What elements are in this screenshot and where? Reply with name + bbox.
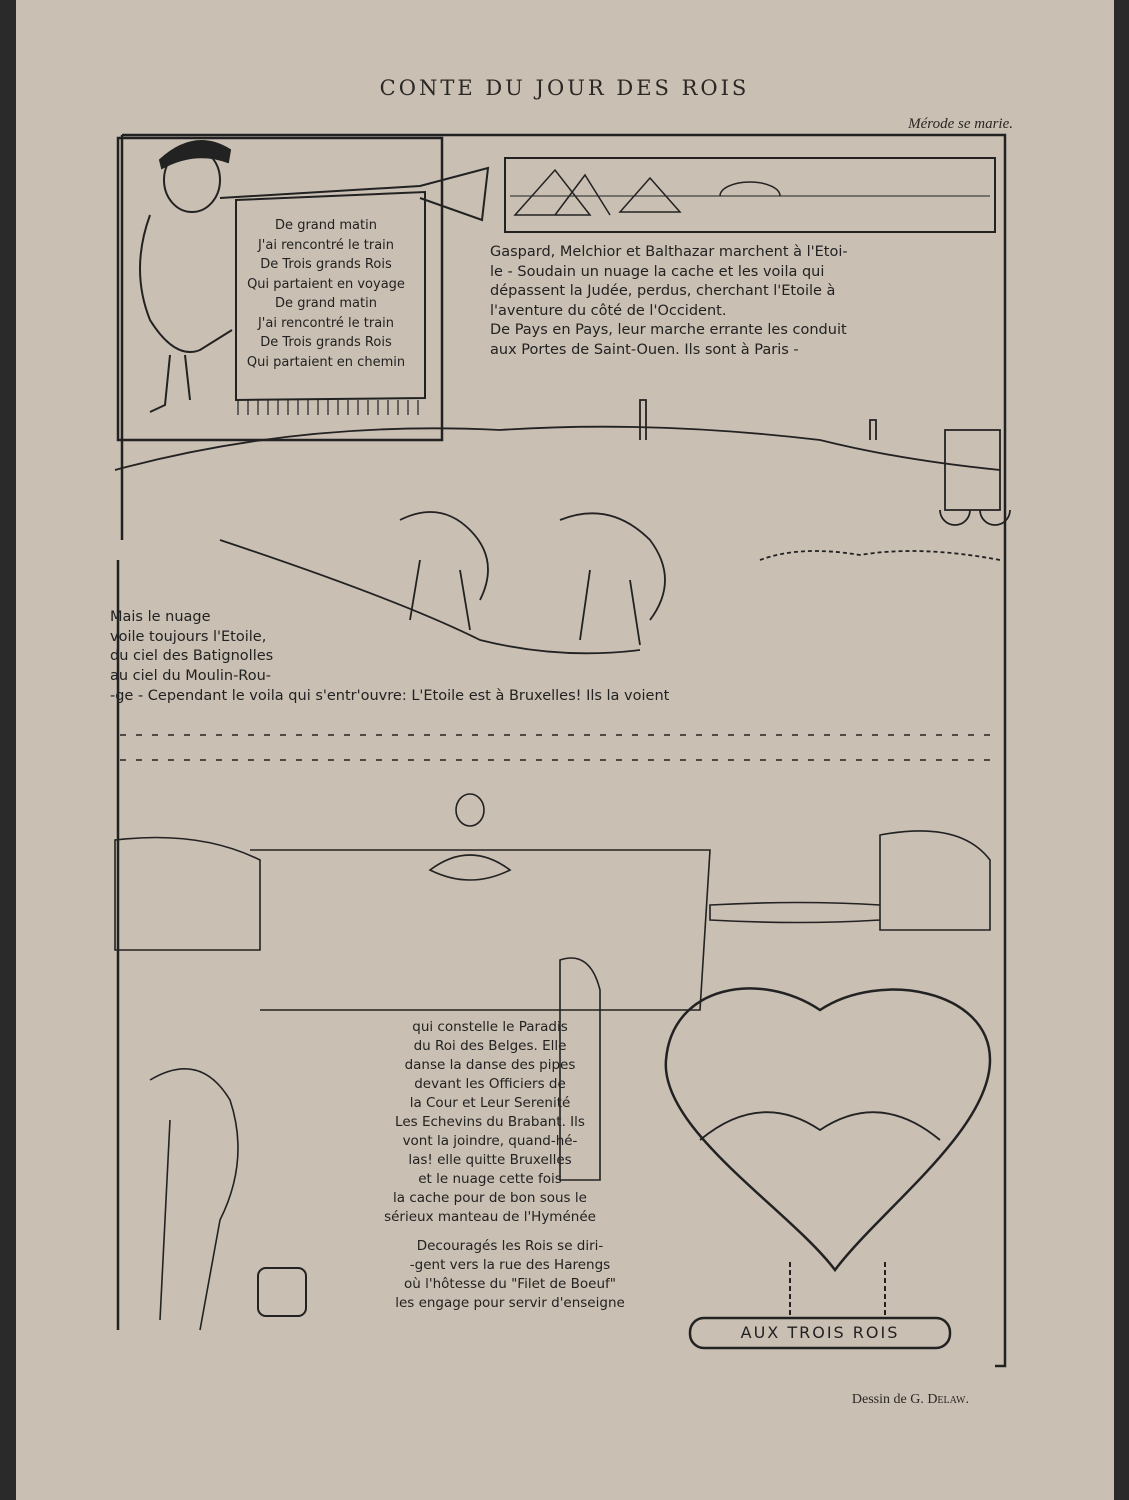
pyramid-1	[515, 170, 590, 215]
banner-fringe	[238, 400, 418, 415]
couple-dancing	[150, 1069, 238, 1330]
monogram-box	[258, 1268, 306, 1316]
trumpeter-body	[140, 215, 232, 352]
ballerina-head	[456, 794, 484, 826]
pipe-and-jug	[710, 831, 990, 930]
sign-label: AUX TROIS ROIS	[740, 1323, 900, 1342]
paragraph-nuage: Mais le nuage voile toujours l'Etoile, du ciel des Batignolles au ciel du Moulin-Rou-	[110, 609, 274, 684]
paragraph-rois: Decouragés les Rois se diri- -gent vers la rue des Harengs où l'hôtesse du "Filet de Boeuf" les engage pour servir d'enseigne	[395, 1238, 625, 1311]
sheep-flock	[760, 551, 1000, 560]
page-title: CONTE DU JOUR DES ROIS	[379, 76, 750, 100]
trumpeter-hat	[160, 141, 230, 168]
stage-floor	[250, 850, 710, 1010]
sign-chains	[790, 1262, 885, 1318]
heart-kings	[700, 1112, 940, 1140]
seated-officials	[115, 838, 260, 951]
soldiers-row	[120, 735, 1000, 760]
sun	[720, 182, 780, 196]
subtitle: Mérode se marie.	[908, 116, 1013, 132]
paragraph-bruxelles: -ge - Cependant le voila qui s'entr'ouvre: L'Etoile est à Bruxelles! Ils la voient	[110, 688, 670, 704]
desert-panel-frame	[505, 158, 995, 232]
trumpet	[220, 168, 488, 220]
credit-name: G. Delaw.	[910, 1392, 969, 1407]
trumpeter-legs	[150, 355, 190, 412]
camel-2	[560, 513, 665, 645]
credit-prefix: Dessin de	[851, 1392, 907, 1407]
paragraph-paradis: qui constelle le Paradis du Roi des Belges. Elle danse la danse des pipes devant les Officiers de la Cour et Leur Serenité Les Echevins du Brabant. Ils vont la joindre, quand-hé- las! elle quitte Bruxelles et le nuage cette fois la cache pour de bon sous le sérieux manteau de l'Hyménée	[384, 1019, 596, 1225]
carriage	[940, 430, 1010, 525]
credit-line	[852, 1392, 969, 1408]
pyramid-3	[620, 178, 680, 212]
paris-hills	[115, 427, 1000, 470]
paragraph-gaspard: Gaspard, Melchior et Balthazar marchent à l'Etoi- le - Soudain un nuage la cache et les voila qui dépassent la Judée, perdus, cherchant l'Etoile à l'aventure du côté de l'Occident. De Pays en Pays, leur marche errante les conduit aux Portes de Saint-Ouen. Ils sont à Paris -	[490, 244, 848, 358]
ballerina-tutu	[430, 855, 510, 880]
song-lyrics: De grand matin J'ai rencontré le train De Trois grands Rois Qui partaient en voyage De grand matin J'ai rencontré le train De Trois grands Rois Qui partaient en chemin	[246, 218, 406, 370]
